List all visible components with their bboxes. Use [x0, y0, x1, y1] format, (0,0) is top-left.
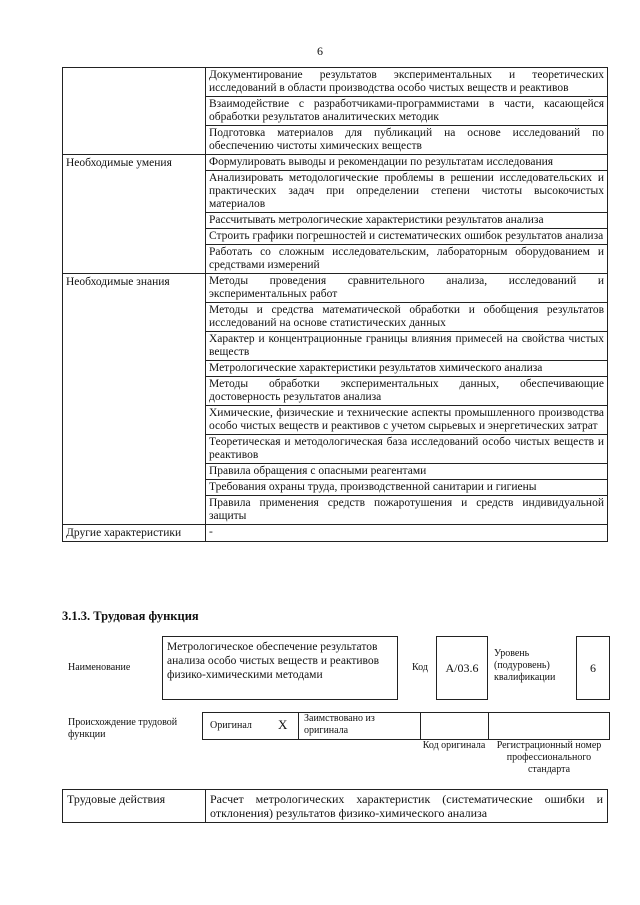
table-cell: Формулировать выводы и рекомендации по результатам исследования: [206, 155, 608, 171]
code-box: [436, 636, 488, 700]
table-cell: Правила обращения с опасными реагентами: [206, 464, 608, 480]
origin-label: Происхождение трудовой функции: [68, 717, 178, 740]
table-cell: Метрологические характеристики результатов химического анализа: [206, 361, 608, 377]
row-label: Другие характеристики: [63, 525, 206, 542]
name-box: [162, 636, 398, 700]
table-cell: Методы и средства математической обработки и обобщения результатов исследований на основе статистических данных: [206, 303, 608, 332]
table-cell: -: [206, 525, 608, 542]
competency-table: [62, 67, 608, 542]
labor-actions-table: [62, 789, 608, 823]
name-value: Метрологическое обеспечение результатов анализа особо чистых веществ и реактивов физико-химическими методами: [167, 641, 380, 681]
row-label: Необходимые умения: [63, 155, 206, 274]
table-row: [63, 525, 608, 542]
level-label: Уровень (подуровень) квалификации: [494, 648, 556, 683]
borrowed-label: Заимствовано из оригинала: [304, 713, 375, 736]
table-cell: Правила применения средств пожаротушения и средств индивидуальной защиты: [206, 496, 608, 525]
table-cell: Подготовка материалов для публикаций на основе исследований по обеспечению чистоты химических веществ: [206, 126, 608, 155]
reg-number-label: Регистрационный номер профессионального стандарта: [496, 740, 602, 775]
table-cell: Требования охраны труда, производственной санитарии и гигиены: [206, 480, 608, 496]
table-cell: Работать со сложным исследовательским, лабораторным оборудованием и средствами измерений: [206, 245, 608, 274]
table-cell: Методы проведения сравнительного анализа, исследований и экспериментальных работ: [206, 274, 608, 303]
table-cell: Теоретическая и методологическая база исследований особо чистых веществ и реактивов: [206, 435, 608, 464]
table-cell: Строить графики погрешностей и систематических ошибок результатов анализа: [206, 229, 608, 245]
table-row: [63, 790, 608, 823]
table-cell: Рассчитывать метрологические характеристики результатов анализа: [206, 213, 608, 229]
table-cell: Методы обработки экспериментальных данных, обеспечивающие достоверность результатов анализа: [206, 377, 608, 406]
level-box: [576, 636, 610, 700]
original-mark: X: [278, 717, 288, 732]
labor-actions-label: Трудовые действия: [63, 790, 206, 823]
name-label: Наименование: [68, 662, 131, 673]
table-cell: Характер и концентрационные границы влияния примесей на свойства чистых веществ: [206, 332, 608, 361]
table-row: [63, 68, 608, 97]
level-value: 6: [590, 661, 596, 675]
section-heading: 3.1.3. Трудовая функция: [62, 609, 199, 623]
table-cell: Химические, физические и технические аспекты промышленного производства особо чистых веществ и реактивов с учетом сырьевых и энергетических затрат: [206, 406, 608, 435]
row-label: [63, 68, 206, 155]
code-value: A/03.6: [445, 661, 479, 675]
original-label: Оригинал: [210, 720, 252, 731]
labor-actions-value: Расчет метрологических характеристик (систематические ошибки и отклонения) результатов физико-химического анализа: [206, 790, 608, 823]
table-cell: Анализировать методологические проблемы в решении исследовательских и практических задач при определении степени чистоты высокочистых материалов: [206, 171, 608, 213]
code-label: Код: [412, 662, 428, 673]
table-cell: Документирование результатов экспериментальных и теоретических исследований в области производства особо чистых веществ и реактивов: [206, 68, 608, 97]
table-row: [63, 274, 608, 303]
page-number: 6: [317, 44, 323, 58]
code-original-label: Код оригинала: [422, 740, 486, 751]
table-row: [63, 155, 608, 171]
table-cell: Взаимодействие с разработчиками-программистами в части, касающейся обработки результатов аналитических методик: [206, 97, 608, 126]
row-label: Необходимые знания: [63, 274, 206, 525]
